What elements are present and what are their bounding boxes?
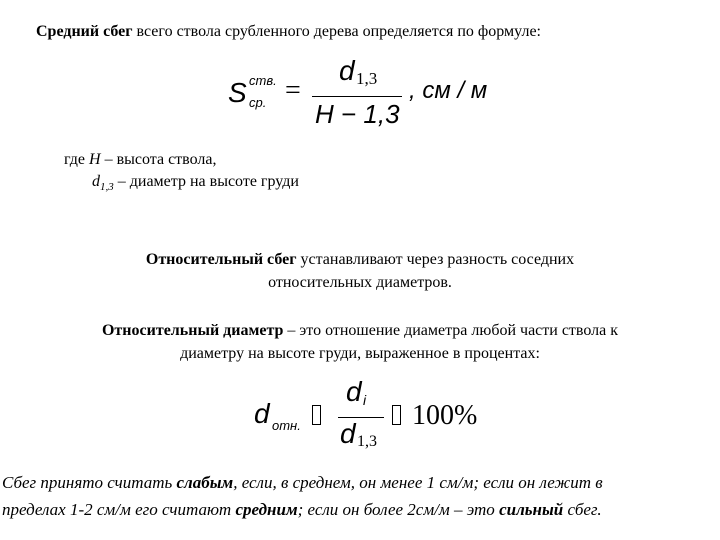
where-prefix: где — [64, 151, 90, 168]
formula1-sup: ств. — [249, 73, 277, 88]
final-l2-a: пределах 1-2 см/м его считают — [2, 500, 236, 519]
relative-diameter-bold: Относительный диаметр — [101, 322, 284, 339]
relative-diameter-formula — [250, 376, 480, 455]
intro-rest: всего ствола срубленного дерева определяется по формуле: — [132, 23, 541, 40]
final-l1-c: , если, в среднем, он менее 1 см/м; если он лежит в — [233, 473, 603, 492]
where-d-sub: 1,3 — [100, 181, 114, 194]
formula1-unit: , см / м — [409, 77, 488, 104]
intro-bold: Средний сбег — [36, 23, 133, 40]
formula2-d: d — [254, 398, 270, 429]
final-l2-e: сбег. — [563, 500, 602, 519]
formula1-sub: ср. — [249, 95, 267, 110]
where-d-desc: – диаметр на высоте груди — [113, 173, 299, 190]
formula2-percent: 100% — [412, 400, 478, 431]
formula2-den-d: d — [340, 418, 356, 449]
final-l1-a: Сбег принято считать — [2, 473, 177, 492]
formula2-missing-glyph-2 — [392, 405, 401, 425]
relative-diameter-rest: – это отношение диаметра любой части ствола к — [283, 322, 619, 339]
relative-taper-line-1 — [0, 250, 720, 270]
final-line-2 — [2, 496, 718, 523]
relative-taper-bold: Относительный сбег — [145, 251, 297, 268]
intro-line — [36, 22, 541, 42]
final-l2-medium: средним — [235, 500, 298, 519]
mean-taper-formula — [225, 55, 505, 135]
formula2-sub: отн. — [272, 418, 301, 433]
formula2-num-d: d — [346, 376, 362, 407]
relative-taper-rest: устанавливают через разность соседних — [296, 251, 575, 268]
where-h-symbol: H — [89, 151, 101, 168]
relative-diameter-line-1 — [0, 321, 720, 341]
where-line-1 — [64, 150, 216, 170]
formula1-num-sub: 1,3 — [356, 69, 378, 88]
relative-taper-line-2: относительных диаметров. — [268, 274, 452, 291]
formula1-s: S — [228, 77, 247, 108]
formula1-num-d: d — [339, 55, 355, 86]
formula1-denominator: H − 1,3 — [315, 99, 400, 129]
final-line-1 — [2, 469, 718, 496]
formula2-num-sub: i — [363, 392, 367, 408]
where-line-2 — [92, 172, 299, 197]
formula2-den-sub: 1,3 — [357, 433, 377, 450]
relative-diameter-line-2: диаметру на высоте груди, выраженное в процентах: — [180, 345, 540, 362]
where-d-symbol: d — [92, 173, 100, 190]
where-h-desc: – высота ствола, — [100, 151, 217, 168]
formula2-missing-glyph-1 — [312, 405, 321, 425]
formula1-fraction-bar — [312, 96, 402, 97]
final-l1-weak: слабым — [176, 473, 234, 492]
final-l2-c: ; если он более 2см/м – это — [297, 500, 500, 519]
final-l2-strong: сильный — [499, 500, 564, 519]
formula1-eq: = — [285, 75, 301, 106]
